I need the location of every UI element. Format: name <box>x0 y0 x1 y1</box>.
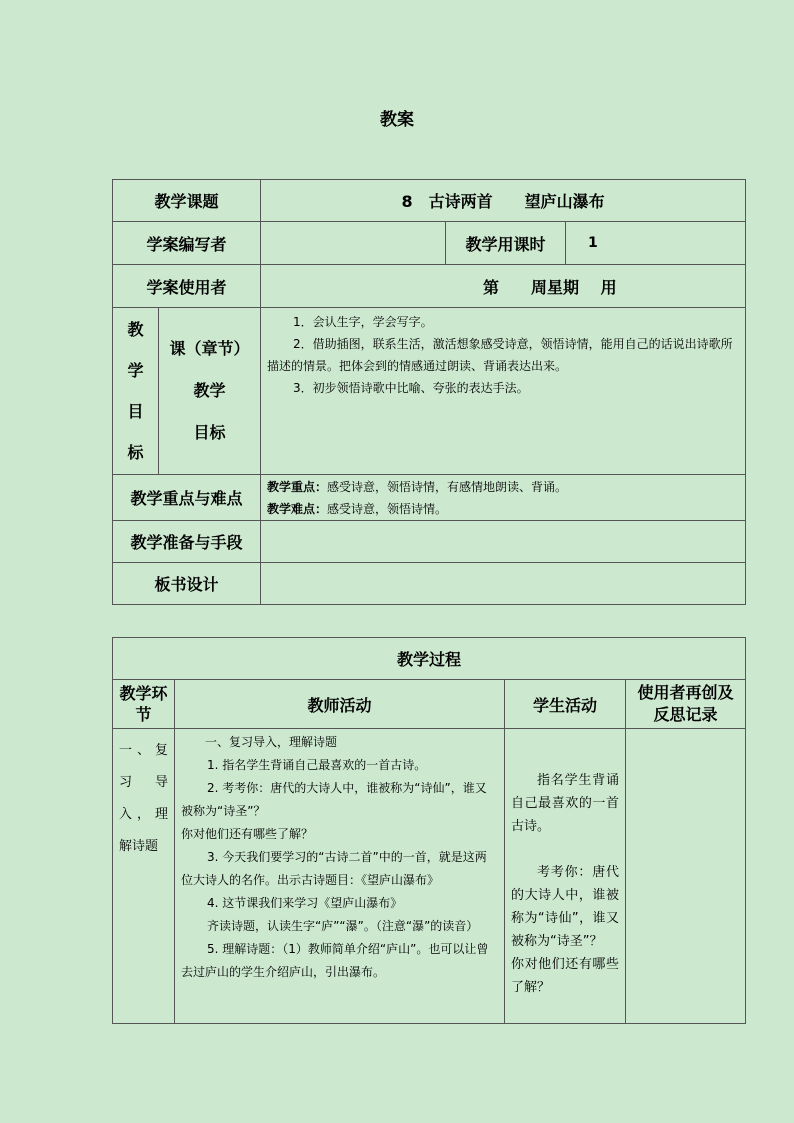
author-label: 学案编写者 <box>113 222 261 265</box>
teacher-line: 3. 今天我们要学习的“古诗二首”中的一首，就是这两位大诗人的名作。出示古诗题目：《望庐山瀑布》 <box>181 850 487 887</box>
goal-vert-char: 教 <box>127 320 144 339</box>
student-line: 考考你：唐代的大诗人中，谁被称为“诗仙”，谁又被称为“诗圣”？ <box>511 865 619 949</box>
goal-unit-line: 课（章节） <box>169 339 250 358</box>
goal-vert-char: 标 <box>127 443 144 462</box>
goal-unit-label <box>159 308 261 475</box>
difficulty-text: 感受诗意，领悟诗情。 <box>327 501 448 516</box>
reflect-cell <box>626 729 746 1024</box>
user-value: 第 周星期 用 <box>261 265 746 308</box>
hours-label: 教学用课时 <box>446 222 566 265</box>
goal-item: 3．初步领悟诗歌中比喻、夸张的表达手法。 <box>293 381 529 395</box>
stage-cell: 一、复习导入，理解诗题 <box>113 729 175 1024</box>
student-activity <box>505 729 626 1024</box>
hours-value: 1 <box>566 222 746 265</box>
teacher-line: 齐读诗题，认读生字“庐”“瀑”。（注意“瀑”的读音） <box>207 919 479 933</box>
col-teacher: 教师活动 <box>175 680 505 729</box>
process-heading: 教学过程 <box>113 638 746 680</box>
teacher-line: 一、复习导入，理解诗题 <box>205 735 338 749</box>
key-label: 教学重点与难点 <box>113 475 261 521</box>
goals-cell <box>261 308 746 475</box>
goal-vert-char: 目 <box>127 402 144 421</box>
student-line: 指名学生背诵自己最喜欢的一首古诗。 <box>511 773 619 834</box>
col-student: 学生活动 <box>505 680 626 729</box>
goal-item: 1．会认生字，学会写字。 <box>293 315 433 329</box>
board-label: 板书设计 <box>113 563 261 605</box>
goal-item: 2．借助插图，联系生活，激活想象感受诗意，领悟诗情，能用自己的话说出诗歌所描述的情景。把体会到的情感通过朗读、背诵表达出来。 <box>267 337 733 373</box>
teacher-line: 1. 指名学生背诵自己最喜欢的一首古诗。 <box>207 758 427 772</box>
goal-unit-line: 目标 <box>193 423 226 442</box>
goal-unit-line: 教学 <box>193 381 226 400</box>
topic-value: 8 古诗两首 望庐山瀑布 <box>261 180 746 222</box>
teacher-line: 4. 这节课我们来学习《望庐山瀑布》 <box>207 896 403 910</box>
teacher-line: 你对他们还有哪些了解？ <box>181 827 314 841</box>
topic-label: 教学课题 <box>113 180 261 222</box>
student-spacer <box>511 838 619 861</box>
lesson-info-table <box>112 179 746 605</box>
col-reflect: 使用者再创及反思记录 <box>626 680 746 729</box>
user-label: 学案使用者 <box>113 265 261 308</box>
page-title: 教案 <box>380 110 414 130</box>
author-value <box>261 222 446 265</box>
key-point-text: 感受诗意，领悟诗情，有感情地朗读、背诵。 <box>327 479 568 494</box>
key-cell <box>261 475 746 521</box>
teacher-line: 2. 考考你：唐代的大诗人中，谁被称为“诗仙”，谁又被称为“诗圣”？ <box>181 781 487 818</box>
process-table <box>112 637 746 1024</box>
difficulty-label: 教学难点： <box>267 501 328 516</box>
teacher-activity <box>175 729 505 1024</box>
teacher-line: 5. 理解诗题：（1）教师简单介绍“庐山”。也可以让曾去过庐山的学生介绍庐山，引出瀑布。 <box>181 942 489 979</box>
goal-vert-char: 学 <box>127 361 144 380</box>
goal-vertical-label <box>113 308 159 475</box>
board-value <box>261 563 746 605</box>
student-line: 你对他们还有哪些了解？ <box>511 957 619 995</box>
prep-value <box>261 521 746 563</box>
col-stage: 教学环节 <box>113 680 175 729</box>
prep-label: 教学准备与手段 <box>113 521 261 563</box>
key-point-label: 教学重点： <box>267 479 328 494</box>
